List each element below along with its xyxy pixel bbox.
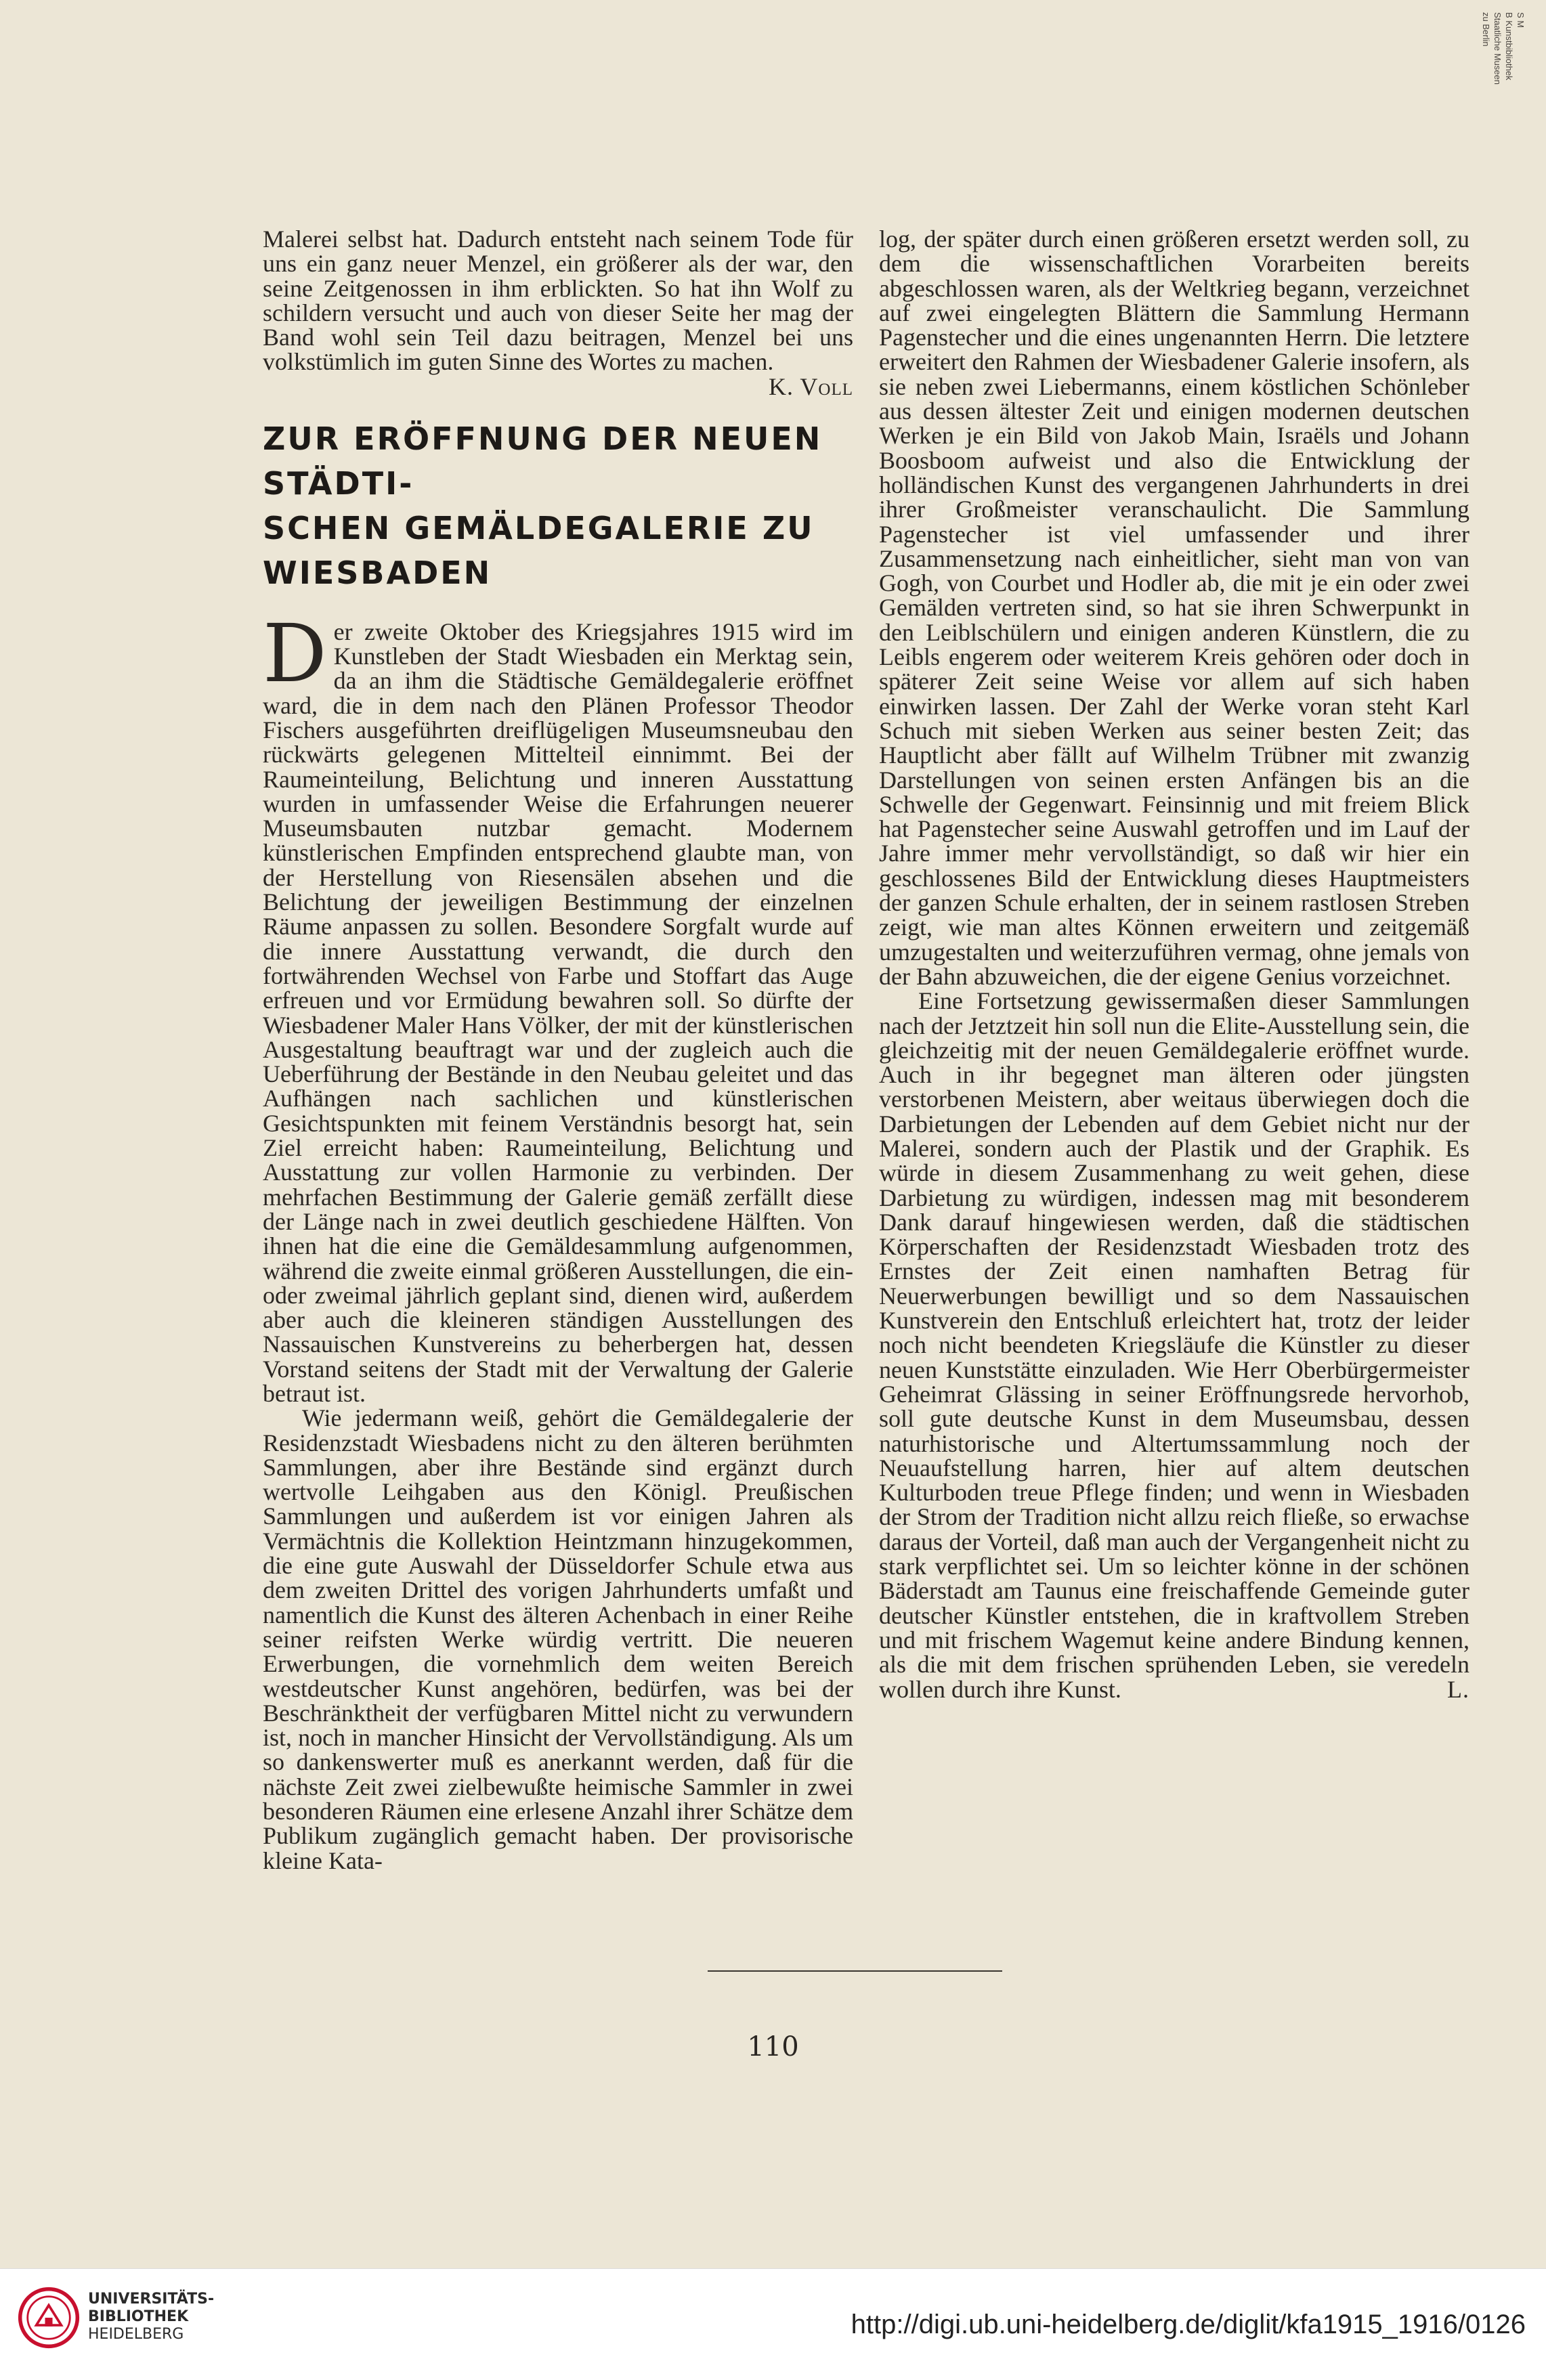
stamp-line: S M (1516, 12, 1526, 28)
right-column (879, 227, 1469, 1702)
stamp-line: B Kunstbibliothek (1504, 12, 1514, 81)
paragraph: Wie jedermann weiß, gehört die Gemäldegalerie der Residenzstadt Wiesbadens nicht zu den älteren berühmten Sammlungen, aber ihre Bestände sind ergänzt durch wertvolle Leihgaben aus den Königl. Preußischen Sammlungen und außerdem ist vor einigen Jahren als Vermächtnis die Kollektion Heintzmann hinzugekommen, die eine gute Auswahl der Düsseldorfer Schule etwa aus dem zweiten Drittel des vorigen Jahrhunderts umfaßt und namentlich die Kunst des älteren Achenbach in einer Reihe seiner reifsten Werke würdig vertritt. Die neueren Erwerbungen, die vornehmlich dem weiten Bereich westdeutscher Kunst angehören, bedürfen, was bei der Beschränktheit der verfügbaren Mittel nicht zu verwundern ist, noch in mancher Hinsicht der Vervollständigung. Als um so dankenswerter muß es anerkannt werden, daß für die nächste Zeit zwei zielbewußte heimische Sammler in zwei besonderen Räumen eine erlesene Anzahl ihrer Schätze dem Publikum zugänglich gemacht haben. Der provisorische kleine Kata- (263, 1404, 853, 1874)
library-name-line: HEIDELBERG (88, 2326, 184, 2343)
left-column (263, 227, 853, 1873)
heading-line-2: SCHEN GEMÄLDEGALERIE ZU WIESBADEN (263, 509, 815, 591)
page-number: 110 (747, 2031, 799, 2062)
drop-cap: D (263, 606, 327, 700)
paragraph-text: Eine Fortsetzung gewissermaßen dieser Sammlungen nach der Jetztzeit hin soll nun die Elite-Ausstellung sein, die gleichzeitig mit der neuen Gemäldegalerie eröffnet wurde. Auch in ihr begegnet man älteren oder jüngsten verstorbenen Meistern, aber weitaus überwiegen doch die Darbietungen der Lebenden auf dem Gebiet nicht nur der Malerei, sondern auch der Plastik und der Graphik. Es würde in diesem Zusammenhang zu weit gehen, diese Darbietung zu würdigen, indessen mag mit besonderem Dank darauf hingewiesen werden, daß die städtischen Körperschaften der Residenzstadt Wiesbaden trotz des Ernstes der Zeit einen namhaften Betrag für Neuerwerbungen bewilligt und so dem Nassauischen Kunstverein den Entschluß erleichtert hat, trotz der leider noch nicht beendeten Kriegsläufe die Künstler zu dieser neuen Kunststätte einzuladen. Wie Herr Oberbürgermeister Geheimrat Glässing in seiner Eröffnungsrede hervorhob, soll gute deutsche Kunst in dem Museumsbau, dessen naturhistorische und Altertumssammlung noch der Neuaufstellung harren, hier auf altem deutschen Kulturboden treue Pflege finden; und wenn in Wiesbaden der Strom der Tradition nicht allzu reich fließe, so erwachse daraus der Vorteil, daß man auch der Vergangenheit nicht zu stark verpflichtet sei. Um so leichter könne in der schönen Bäderstadt am Taunus eine freischaffende Gemeinde guter deutscher Künstler entstehen, die in kraftvollem Streben und mit frischem Wagemut keine andere Bindung kennen, als die mit dem frischen sprühenden Leben, sie veredeln wollen durch ihre Kunst. (879, 987, 1469, 1703)
library-name (88, 2291, 214, 2343)
heading-line-1: ZUR ERÖFFNUNG DER NEUEN STÄDTI- (263, 420, 823, 502)
digitization-footer (0, 2268, 1546, 2380)
paragraph (879, 989, 1469, 1702)
library-stamp (1481, 12, 1526, 114)
library-name-line: UNIVERSITÄTS- (88, 2291, 215, 2308)
stamp-line: Staatliche Museen (1493, 12, 1503, 85)
paragraph-text: er zweite Oktober des Kriegsjahres 1915 wird im Kunstleben der Stadt Wiesbaden ein Merktag sein, da an ihm die Städtische Gemäldegalerie eröffnet ward, die in dem nach den Plänen Professor Theodor Fischers ausgeführten dreiflügeligen Museumsneubau den rückwärts gelegenen Mittelteil einnimmt. Bei der Raumeinteilung, Belichtung und inneren Ausstattung wurden in umfassender Weise die Erfahrungen neuerer Museumsbauten nutzbar gemacht. Modernem künstlerischen Empfinden entsprechend glaubte man, von der Herstellung von Riesensälen absehen und die Belichtung der jeweiligen Bestimmung der einzelnen Räume anpassen zu sollen. Besondere Sorgfalt wurde auf die innere Ausstattung verwandt, die durch den fortwährenden Wechsel von Farbe und Stoffart das Auge erfreuen und vor Ermüdung bewahren soll. So dürfte der Wiesbadener Maler Hans Völker, der mit der künstlerischen Ausgestaltung beauftragt war und der zugleich auch die Ueberführung der Bestände in den Neubau geleitet und das Aufhängen nach sachlichen und künstlerischen Gesichtspunkten mit feinem Verständnis besorgt hat, sein Ziel erreicht haben: Raumeinteilung, Belichtung und Ausstattung zur vollen Harmonie zu verbinden. Der mehrfachen Bestimmung der Galerie gemäß zerfällt diese der Länge nach in zwei deutlich geschiedene Hälften. Von ihnen hat die eine die Gemäldesammlung aufgenommen, während die zweite einmal größeren Ausstellungen, die ein- oder zweimal jährlich geplant sind, dienen wird, außerdem aber auch die kleineren ständigen Ausstellungen des Nassauischen Kunstvereins zu beherbergen hat, dessen Vorstand seitens der Stadt mit der Verwaltung der Galerie betraut ist. (263, 618, 853, 1407)
previous-article-signature: K. Voll (769, 372, 853, 400)
article-heading (263, 416, 853, 595)
stamp-line: zu Berlin (1481, 12, 1491, 47)
university-seal-icon (18, 2287, 80, 2349)
paragraph (263, 606, 853, 1407)
library-name-line: BIBLIOTHEK (88, 2308, 189, 2325)
article-signature: L. (1447, 1675, 1469, 1703)
source-url-link[interactable]: http://digi.ub.uni-heidelberg.de/diglit/kfa1915_1916/0126 (851, 2310, 1526, 2339)
previous-article-ending: Malerei selbst hat. Dadurch entsteht nach seinem Tode für uns ein ganz neuer Menzel, ein größerer als der war, den seine Zeitgenossen in ihm erblickten. So hat ihn Wolf zu schildern versucht und auch von dieser Seite her mag der Band wohl sein Teil dazu beitragen, Menzel bei uns volkstümlich im guten Sinne des Wortes zu machen. K. Voll (263, 225, 853, 400)
paragraph: log, der später durch einen größeren ersetzt werden soll, zu dem die wissenschaftlichen Vorarbeiten bereits abgeschlossen waren, als der Weltkrieg begann, verzeichnet auf zwei eingelegten Blättern die Sammlung Hermann Pagenstecher und die eines ungenannten Herrn. Die letztere erweitert den Rahmen der Wiesbadener Galerie insofern, als sie neben zwei Liebermanns, einem köstlichen Schönleber aus dessen ältester Zeit und einigen modernen deutschen Werken je ein Bild von Jakob Main, Israëls und Johann Boosboom aufweist und also die Entwicklung der holländischen Kunst des vergangenen Jahrhunderts in drei ihrer Großmeister veranschaulicht. Die Sammlung Pagenstecher ist viel umfassender und ihrer Zusammensetzung nach einheitlicher, sieht man von van Gogh, von Courbet und Hodler ab, die mit je ein oder zwei Gemälden vertreten sind, so hat sie ihren Schwerpunkt in den Leiblschülern und einigen anderen Künstlern, die zu Leibls engerem oder weiterem Kreis gehören oder doch in späterer Zeit seine Weise vor allem auf sich haben einwirken lassen. Der Zahl der Werke voran steht Karl Schuch mit sieben Werken aus seiner besten Zeit; das Hauptlicht aber fällt auf Wilhelm Trübner mit zwanzig Darstellungen von seinen ersten Anfängen bis an die Schwelle der Gegenwart. Feinsinnig und mit freiem Blick hat Pagenstecher seine Auswahl getroffen und im Lauf der Jahre immer mehr vervollständigt, so daß wir hier ein geschlossenes Bild der Entwicklung dieses Hauptmeisters der ganzen Schule erhalten, der in seinem rastlosen Streben zeigt, wie man altes Können erweitern und zeitgemäß umzugestalten und weiterzuführen vermag, ohne jemals von der Bahn abzuweichen, die der eigene Genius vorzeichnet. (879, 225, 1469, 990)
separator-rule (708, 1970, 1002, 1972)
